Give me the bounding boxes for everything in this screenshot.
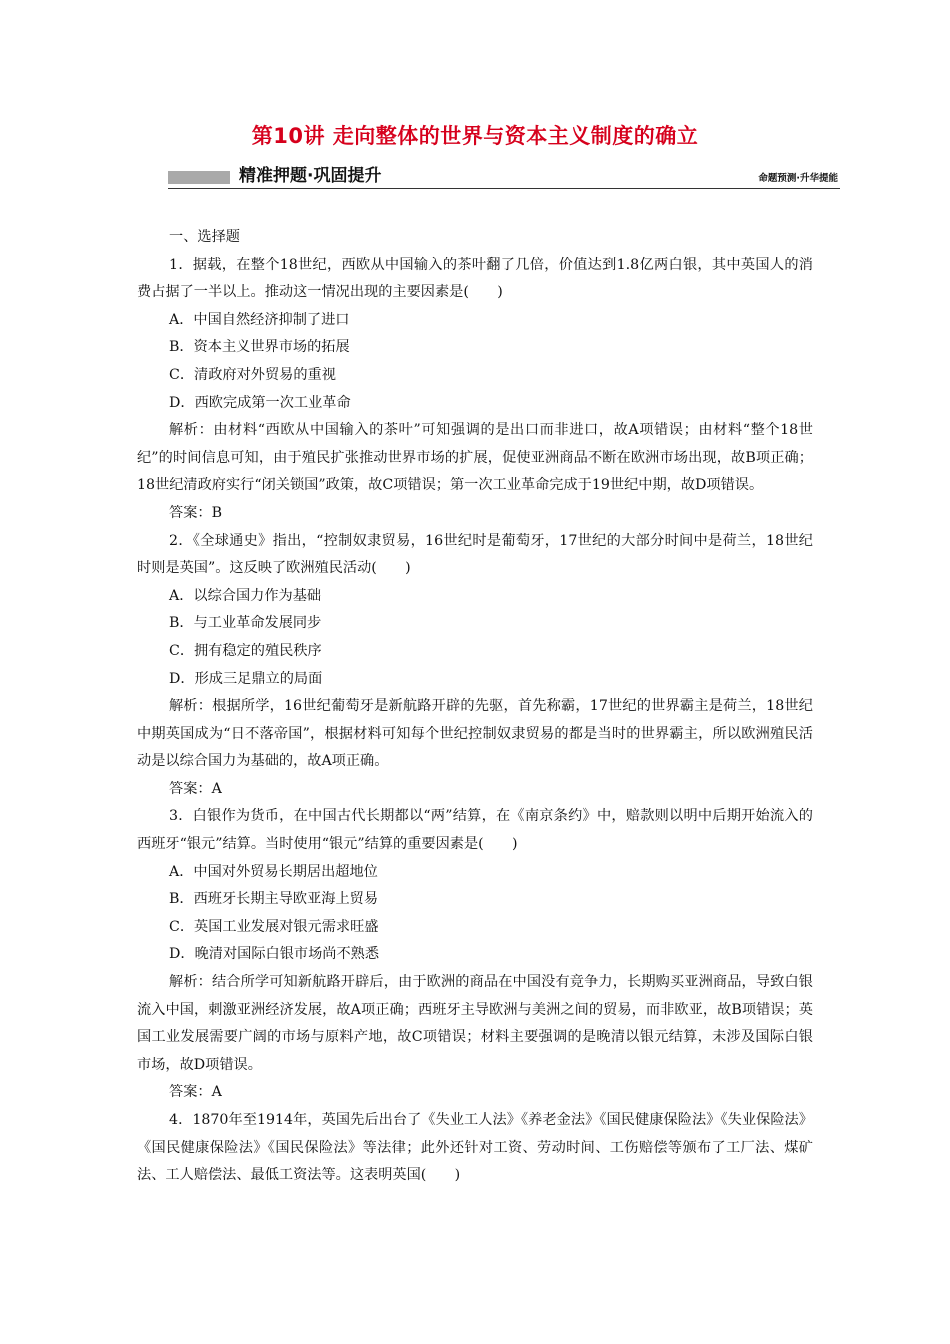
section-banner — [168, 164, 840, 192]
question-2 — [137, 528, 813, 804]
question-4 — [137, 1107, 813, 1190]
question-answer: 答案：A — [169, 780, 222, 797]
question-option: A．中国对外贸易长期居出超地位 — [169, 863, 378, 880]
question-option: D．西欧完成第一次工业革命 — [169, 394, 351, 411]
question-answer: 答案：B — [169, 504, 222, 521]
question-option: C．清政府对外贸易的重视 — [169, 366, 336, 383]
banner-gray-block — [168, 171, 230, 184]
page-title: 第10讲 走向整体的世界与资本主义制度的确立 — [251, 124, 699, 148]
question-analysis: 解析：结合所学可知新航路开辟后，由于欧洲的商品在中国没有竞争力，长期购买亚洲商品，导致白银流入中国，刺激亚洲经济发展，故A项正确；西班牙主导欧洲与美洲之间的贸易，而非欧亚，故B项错误；英国工业发展需要广阔的市场与原料产地，故C项错误；材料主要强调的是晚清以银元结算，未涉及国际白银市场，故D项错误。 — [137, 974, 813, 1073]
question-option: D．晚清对国际白银市场尚不熟悉 — [169, 946, 380, 963]
question-stem: 2．《全球通史》指出，“控制奴隶贸易，16世纪时是葡萄牙，17世纪的大部分时间中是荷兰，18世纪时则是英国”。这反映了欧洲殖民活动( ) — [137, 532, 813, 577]
question-option: D．形成三足鼎立的局面 — [169, 670, 323, 687]
question-analysis: 解析：由材料“西欧从中国输入的茶叶”可知强调的是出口而非进口，故A项错误；由材料“整个18世纪”的时间信息可知，由于殖民扩张推动世界市场的扩展，促使亚洲商品不断在欧洲市场出现，故B项正确；18世纪清政府实行“闭关锁国”政策，故C项错误；第一次工业革命完成于19世纪中期，故D项错误。 — [137, 422, 813, 494]
question-option: B．西班牙长期主导欧亚海上贸易 — [169, 891, 379, 908]
question-option: C．英国工业发展对银元需求旺盛 — [169, 918, 379, 935]
question-option: B．与工业革命发展同步 — [169, 615, 322, 632]
section-title: 一、选择题 — [169, 229, 240, 245]
question-option: A．中国自然经济抑制了进口 — [169, 311, 350, 328]
question-1 — [137, 252, 813, 528]
question-answer: 答案：A — [169, 1084, 222, 1101]
question-stem: 4．1870年至1914年，英国先后出台了《失业工人法》《养老金法》《国民健康保险法》《失业保险法》《国民健康保险法》《国民保险法》等法律；此外还针对工资、劳动时间、工伤赔偿等颁布了工厂法、煤矿法、工人赔偿法、最低工资法等。这表明英国( ) — [137, 1112, 813, 1184]
question-3 — [137, 803, 813, 1107]
question-analysis: 解析：根据所学，16世纪葡萄牙是新航路开辟的先驱，首先称霸，17世纪的世界霸主是荷兰，18世纪中期英国成为“日不落帝国”，根据材料可知每个世纪控制奴隶贸易的都是当时的世界霸主，所以欧洲殖民活动是以综合国力为基础的，故A项正确。 — [137, 698, 813, 770]
banner-tag: 命题预测·升华提能 — [758, 173, 838, 184]
banner-label: 精准押题·巩固提升 — [239, 166, 382, 186]
question-option: A．以综合国力作为基础 — [169, 587, 322, 604]
question-stem: 3．白银作为货币，在中国古代长期都以“两”结算，在《南京条约》中，赔款则以明中后期开始流入的西班牙“银元”结算。当时使用“银元”结算的重要因素是( ) — [137, 808, 813, 853]
document-body — [137, 224, 813, 1190]
question-option: C．拥有稳定的殖民秩序 — [169, 642, 322, 659]
question-stem: 1．据载，在整个18世纪，西欧从中国输入的茶叶翻了几倍，价值达到1.8亿两白银，其中英国人的消费占据了一半以上。推动这一情况出现的主要因素是( ) — [137, 256, 813, 301]
banner-divider — [168, 188, 840, 189]
question-option: B．资本主义世界市场的拓展 — [169, 339, 350, 356]
